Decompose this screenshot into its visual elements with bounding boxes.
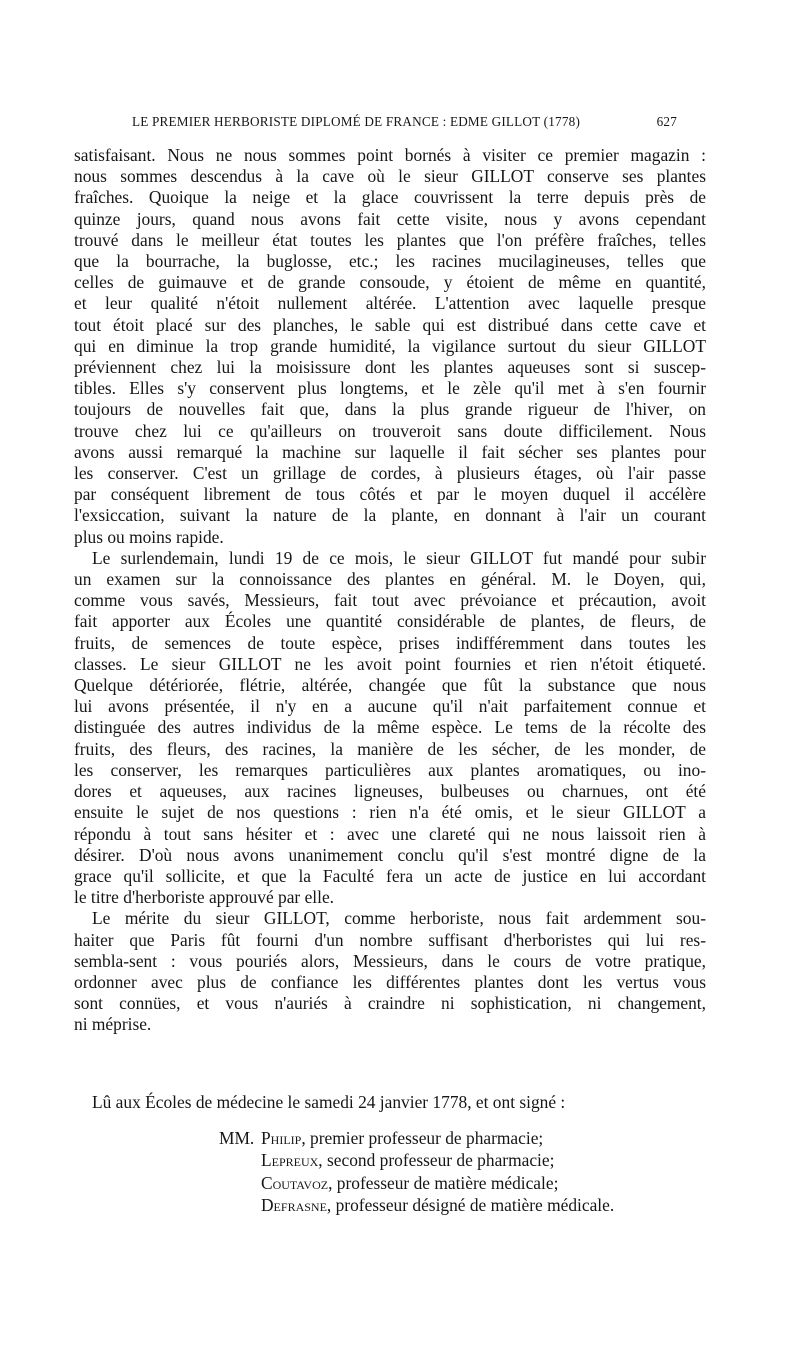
body-text — [74, 145, 706, 1036]
text-line: répondu à tout sans hésiter et : avec une clareté qui ne nous laissoit rien à — [74, 823, 706, 844]
text-line: et leur qualité n'étoit nullement altérée. L'attention avec laquelle presque — [74, 293, 706, 314]
text-line: plus ou moins rapide. — [74, 526, 224, 547]
text-line: les conserver, les remarques particulières aux plantes aromatiques, ou ino- — [74, 759, 706, 780]
text-line: grace qu'il sollicite, et que la Faculté fera un acte de justice en lui accordant — [74, 865, 706, 886]
text-line: les conserver. C'est un grillage de cordes, à plusieurs étages, où l'air passe — [74, 463, 706, 484]
text-line: trouvé dans le meilleur état toutes les plantes que l'on préfère fraîches, telles — [74, 229, 706, 250]
text-line: classes. Le sieur GILLOT ne les avoit point fournies et rien n'étoit étiqueté. — [74, 653, 706, 674]
text-line: haiter que Paris fût fourni d'un nombre suffisant d'herboristes qui lui res- — [74, 929, 706, 950]
signatory-line — [219, 1172, 614, 1194]
text-line: que la bourrache, la buglosse, etc.; les racines mucilagineuses, telles que — [74, 251, 706, 272]
page-number: 627 — [656, 114, 677, 129]
running-title: LE PREMIER HERBORISTE DIPLOMÉ DE FRANCE : EDME GILLOT (1778) — [132, 114, 581, 129]
running-header — [132, 114, 677, 130]
signatory-name: Lepreux — [261, 1150, 319, 1171]
signatory-name: Coutavoz — [261, 1172, 329, 1193]
text-line: dores et aqueuses, aux racines ligneuses, bulbeuses ou charnues, ont été — [74, 781, 706, 802]
mm-label: MM. — [219, 1128, 255, 1148]
text-line: le titre d'herboriste approuvé par elle. — [74, 887, 335, 908]
signatory-role: , second professeur de pharmacie; — [318, 1150, 555, 1171]
paragraph-2 — [74, 548, 706, 908]
text-line: celles de guimauve et de grande consoude, y étoient de même en quantité, — [74, 272, 706, 293]
text-line: satisfaisant. Nous ne nous sommes point bornés à visiter ce premier magazin : — [74, 145, 706, 165]
text-line: sembla-sent : vous pouriés alors, Messieurs, dans le cours de votre pratique, — [74, 950, 706, 971]
text-line: un examen sur la connoissance des plantes en général. M. le Doyen, qui, — [74, 569, 706, 590]
text-line: ni méprise. — [74, 1014, 152, 1035]
text-line: ordonner avec plus de confiance les différentes plantes dont les vertus vous — [74, 971, 706, 992]
text-line: toujours de nouvelles fait que, dans la plus grande rigueur de l'hiver, on — [74, 399, 706, 420]
text-line: Le surlendemain, lundi 19 de ce mois, le sieur GILLOT fut mandé pour subir — [92, 547, 706, 568]
text-line: fraîches. Quoique la neige et la glace couvrissent la terre depuis près de — [74, 187, 706, 208]
text-line: distinguée des autres individus de la même espèce. Le tems de la récolte des — [74, 717, 706, 738]
signatory-role: , professeur de matière médicale; — [328, 1172, 559, 1193]
text-line: ensuite le sujet de nos questions : rien n'a été omis, et le sieur GILLOT a — [74, 802, 706, 823]
text-line: nous sommes descendus à la cave où le sieur GILLOT conserve ses plantes — [74, 166, 706, 187]
text-line: par conséquent librement de tous côtés et par le moyen duquel il accélère — [74, 484, 706, 505]
text-line: fait apporter aux Écoles une quantité considérable de plantes, de fleurs, de — [74, 611, 706, 632]
text-line: Quelque détériorée, flétrie, altérée, changée que fût la substance que nous — [74, 675, 706, 696]
text-line: préviennent chez lui la moisissure dont les plantes aqueuses sont si suscep- — [74, 357, 706, 378]
text-line: l'exsiccation, suivant la nature de la plante, en donnant à l'air un courant — [74, 505, 706, 526]
text-line: fruits, des fleurs, des racines, la manière de les sécher, de les monder, de — [74, 738, 706, 759]
paragraph-1 — [74, 145, 706, 548]
text-line: fruits, de semences de toute espèce, prises indifféremment dans toutes les — [74, 632, 706, 653]
reading-date-line: Lû aux Écoles de médecine le samedi 24 janvier 1778, et ont signé : — [92, 1092, 566, 1112]
signatory-name: Defrasne — [261, 1194, 327, 1215]
text-line: avons aussi remarqué la machine sur laquelle il fait sécher ses plantes pour — [74, 441, 706, 462]
signatory-role: , professeur désigné de matière médicale. — [326, 1194, 615, 1215]
text-line: tibles. Elles s'y conservent plus longtems, et le zèle qu'il met à s'en fournir — [74, 378, 706, 399]
text-line: sont connües, et vous n'auriés à craindre ni sophistication, ni changement, — [74, 993, 706, 1014]
signatory-line — [219, 1149, 614, 1171]
signatories-list — [219, 1127, 614, 1216]
text-line: qui en diminue la trop grande humidité, la vigilance surtout du sieur GILLOT — [74, 335, 706, 356]
text-line: tout étoit placé sur des planches, le sable qui est distribué dans cette cave et — [74, 314, 706, 335]
signatory-line — [219, 1127, 614, 1149]
text-line: Le mérite du sieur GILLOT, comme herboriste, nous fait ardemment sou- — [92, 908, 706, 929]
text-line: trouve chez lui ce qu'ailleurs on trouveroit sans doute difficilement. Nous — [74, 420, 706, 441]
text-line: comme vous savés, Messieurs, fait tout avec prévoiance et précaution, avoit — [74, 590, 706, 611]
paragraph-3 — [74, 908, 706, 1035]
text-line: lui avons présentée, il n'y en a aucune qu'il n'ait parfaitement connue et — [74, 696, 706, 717]
signatory-line — [219, 1194, 614, 1216]
text-line: désirer. D'où nous avons unanimement conclu qu'il s'est montré digne de la — [74, 844, 706, 865]
text-line: quinze jours, quand nous avons fait cette visite, nous y avons cependant — [74, 208, 706, 229]
signatory-name: Philip — [261, 1128, 302, 1148]
signatory-role: , premier professeur de pharmacie; — [301, 1128, 544, 1148]
